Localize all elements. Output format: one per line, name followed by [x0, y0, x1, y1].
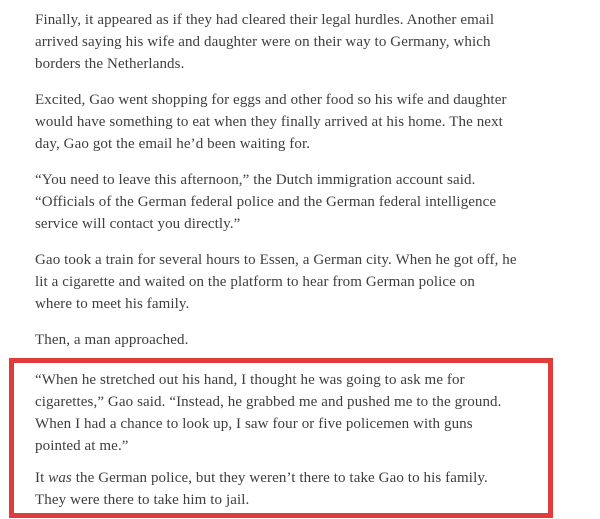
text-line: “You need to leave this afternoon,” the Dutch immigration account said.	[35, 172, 476, 188]
paragraph-arrest-quote	[35, 369, 538, 457]
text-line: lit a cigarette and waited on the platform to hear from German police on	[35, 274, 475, 290]
text-line: Gao took a train for several hours to Essen, a German city. When he got off, he	[35, 252, 517, 268]
text-line: borders the Netherlands.	[35, 56, 185, 72]
paragraph-train-essen	[35, 249, 600, 315]
paragraph-legal-hurdles	[35, 9, 600, 75]
paragraph-shopping	[35, 89, 600, 155]
text-line: Finally, it appeared as if they had cleared their legal hurdles. Another email	[35, 12, 495, 28]
text-line: pointed at me.”	[35, 438, 129, 454]
text-line	[35, 467, 538, 489]
jail-line-pre: It	[35, 470, 49, 486]
paragraph-immigration-quote	[35, 169, 600, 235]
paragraph-man-approached	[35, 329, 600, 351]
text-line: They were there to take him to jail.	[35, 492, 250, 508]
text-line: “Officials of the German federal police and the German federal intelligence	[35, 194, 497, 210]
text-line: day, Gao got the email he’d been waiting for.	[35, 136, 311, 152]
text-line: When I had a chance to look up, I saw four or five policemen with guns	[35, 416, 473, 432]
highlight-box	[9, 358, 553, 518]
text-line: Excited, Gao went shopping for eggs and other food so his wife and daughter	[35, 92, 507, 108]
text-line: Then, a man approached.	[35, 332, 189, 348]
text-line: “When he stretched out his hand, I thought he was going to ask me for	[35, 372, 465, 388]
jail-line-post: the German police, but they weren’t there to take Gao to his family.	[71, 470, 488, 486]
text-line: service will contact you directly.”	[35, 216, 241, 232]
text-line: arrived saying his wife and daughter were on their way to Germany, which	[35, 34, 491, 50]
paragraph-jail	[35, 467, 538, 511]
text-line: cigarettes,” Gao said. “Instead, he grabbed me and pushed me to the ground.	[35, 394, 502, 410]
text-line: would have something to eat when they finally arrived at his home. The next	[35, 114, 503, 130]
emphasis-was: was	[48, 470, 72, 486]
text-line: where to meet his family.	[35, 296, 190, 312]
